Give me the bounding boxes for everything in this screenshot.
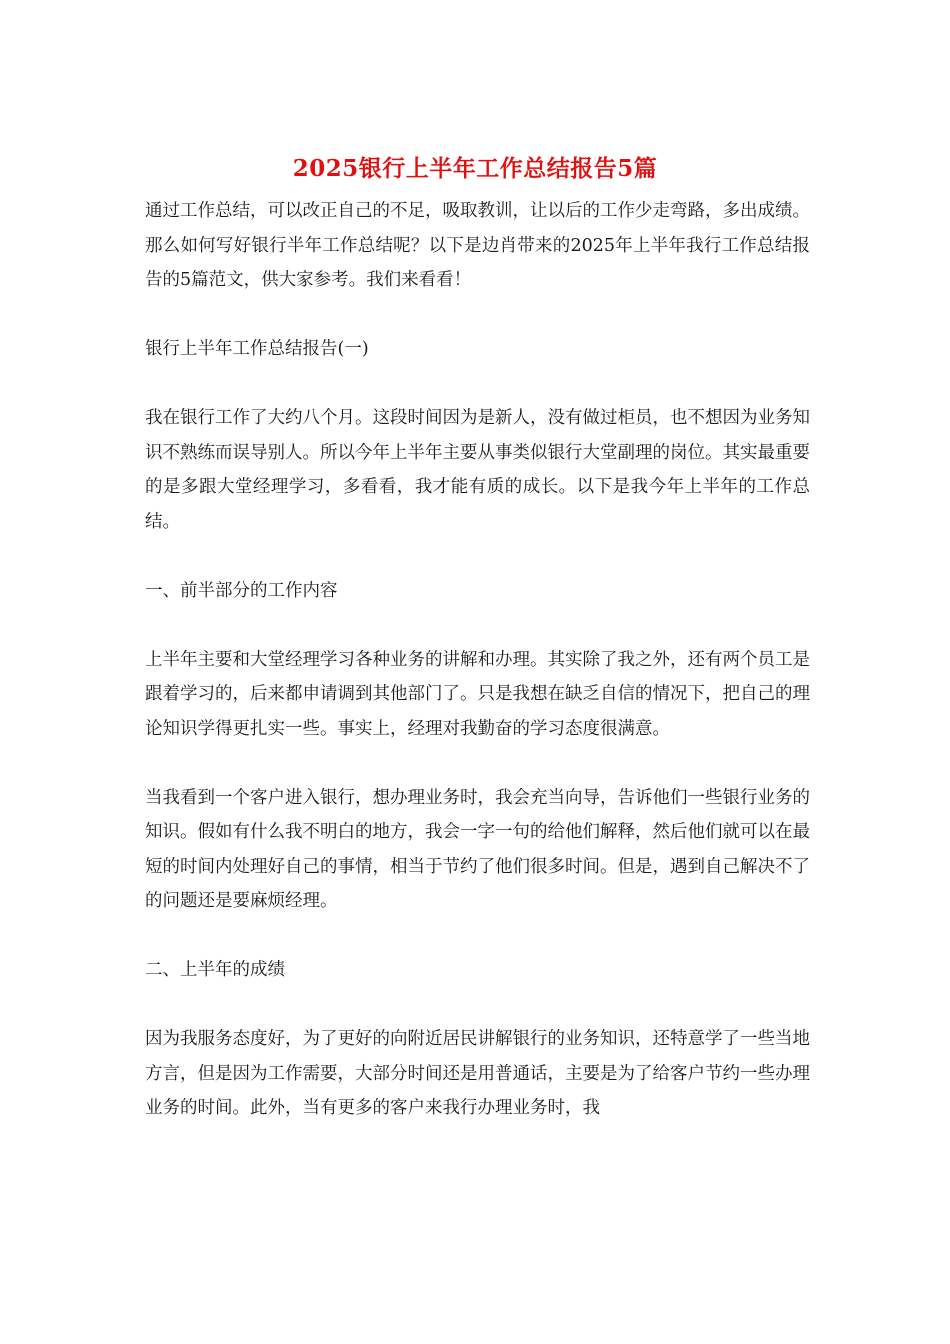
paragraph-gap bbox=[145, 539, 810, 574]
document-body bbox=[145, 194, 810, 1126]
paragraph-gap bbox=[145, 608, 810, 643]
section-heading: 二、上半年的成绩 bbox=[145, 960, 285, 980]
paragraph-gap bbox=[145, 919, 810, 954]
document-title: 2025银行上半年工作总结报告5篇 bbox=[292, 155, 658, 182]
paragraph-gap bbox=[145, 298, 810, 333]
paragraph-gap bbox=[145, 367, 810, 402]
report-heading: 银行上半年工作总结报告(一) bbox=[145, 339, 369, 359]
body-paragraph: 上半年主要和大堂经理学习各种业务的讲解和办理。其实除了我之外，还有两个员工是跟着学习的，后来都申请调到其他部门了。只是我想在缺乏自信的情况下，把自己的理论知识学得更扎实一些。事实上，经理对我勤奋的学习态度很满意。 bbox=[145, 649, 810, 739]
paragraph-gap bbox=[145, 746, 810, 781]
body-paragraph: 因为我服务态度好，为了更好的向附近居民讲解银行的业务知识，还特意学了一些当地方言，但是因为工作需要，大部分时间还是用普通话，主要是为了给客户节约一些办理业务的时间。此外，当有更多的客户来我行办理业务时，我 bbox=[145, 1029, 810, 1118]
intro-paragraph: 通过工作总结，可以改正自己的不足，吸取教训，让以后的工作少走弯路，多出成绩。那么如何写好银行半年工作总结呢？以下是边肖带来的2025年上半年我行工作总结报告的5篇范文，供大家参考。我们来看看！ bbox=[145, 201, 810, 290]
body-paragraph: 我在银行工作了大约八个月。这段时间因为是新人，没有做过柜员，也不想因为业务知识不熟练而误导别人。所以今年上半年主要从事类似银行大堂副理的岗位。其实最重要的是多跟大堂经理学习，多看看，我才能有质的成长。以下是我今年上半年的工作总结。 bbox=[145, 408, 810, 532]
paragraph-gap bbox=[145, 988, 810, 1023]
body-paragraph: 当我看到一个客户进入银行，想办理业务时，我会充当向导，告诉他们一些银行业务的知识。假如有什么我不明白的地方，我会一字一句的给他们解释，然后他们就可以在最短的时间内处理好自己的事情，相当于节约了他们很多时间。但是，遇到自己解决不了的问题还是要麻烦经理。 bbox=[145, 787, 810, 911]
section-heading: 一、前半部分的工作内容 bbox=[145, 580, 338, 601]
